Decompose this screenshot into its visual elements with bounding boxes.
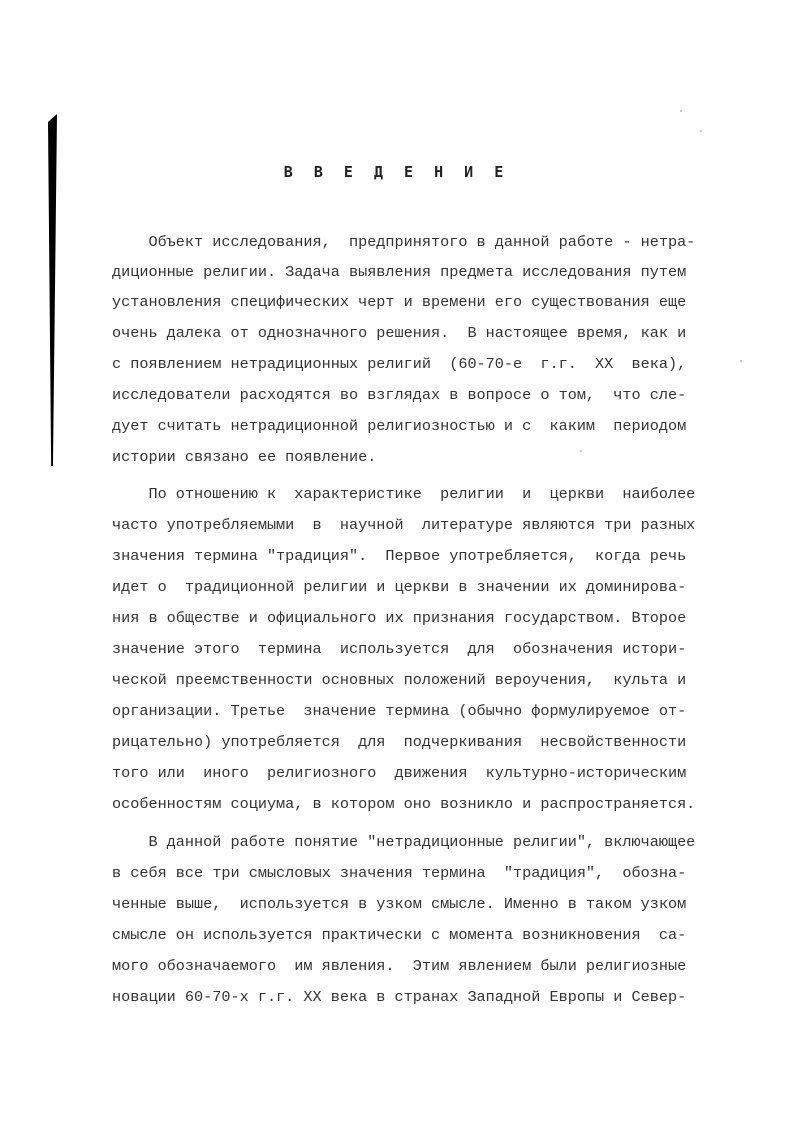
text-line: с появлением нетрадиционных религий (60-70-е г.г. XX века),: [112, 355, 687, 373]
text-line: в себя все три смысловых значения термина "традиция", обозна-: [112, 864, 687, 882]
scan-speck: [680, 110, 682, 112]
text-line: значение этого термина используется для обозначения истори-: [112, 640, 687, 658]
text-line: ния в обществе и официального их признания государством. Второе: [112, 609, 687, 627]
scan-speck: [740, 360, 742, 362]
text-line: очень далека от однозначного решения. В настоящее время, как и: [112, 324, 687, 342]
text-line: организации. Третье значение термина (обычно формулируемое от-: [112, 702, 687, 720]
text-line: рицательно) употребляется для подчеркивания несвойственности: [112, 733, 687, 751]
text-line: По отношению к характеристике религии и церкви наиболее: [112, 485, 696, 503]
scan-speck: [700, 130, 702, 132]
text-line: значения термина "традиция". Первое употребляется, когда речь: [112, 547, 687, 565]
text-line: новации 60-70-х г.г. XX века в странах Западной Европы и Север-: [112, 988, 687, 1006]
text-line: В данной работе понятие "нетрадиционные религии", включающее: [112, 833, 696, 851]
text-line: идет о традиционной религии и церкви в значении их доминирова-: [112, 578, 687, 596]
text-line: особенностям социума, в котором оно возникло и распространяется.: [112, 795, 696, 813]
text-line: мого обозначаемого им явления. Этим явлением были религиозные: [112, 957, 687, 975]
text-line: Объект исследования, предпринятого в данной работе - нетра-: [112, 233, 696, 251]
text-line: диционные религии. Задача выявления предмета исследования путем: [112, 263, 687, 281]
text-line: часто употребляемыми в научной литературе являются три разных: [112, 516, 696, 534]
text-line: того или иного религиозного движения культурно-историческим: [112, 764, 687, 782]
text-line: установления специфических черт и времени его существования еще: [112, 293, 687, 311]
text-line: смысле он используется практически с момента возникновения са-: [112, 926, 687, 944]
text-line: дует считать нетрадиционной религиозностью и с каким периодом: [112, 417, 687, 435]
page-title: В В Е Д Е Н И Е: [283, 163, 510, 181]
scan-speck: [580, 450, 582, 452]
text-line: ческой преемственности основных положений вероучения, культа и: [112, 671, 687, 689]
text-line: исследователи расходятся во взглядах в вопросе о том, что сле-: [112, 386, 687, 404]
text-line: истории связано ее появление.: [112, 448, 377, 466]
text-line: ченные выше, используется в узком смысле. Именно в таком узком: [112, 895, 687, 913]
